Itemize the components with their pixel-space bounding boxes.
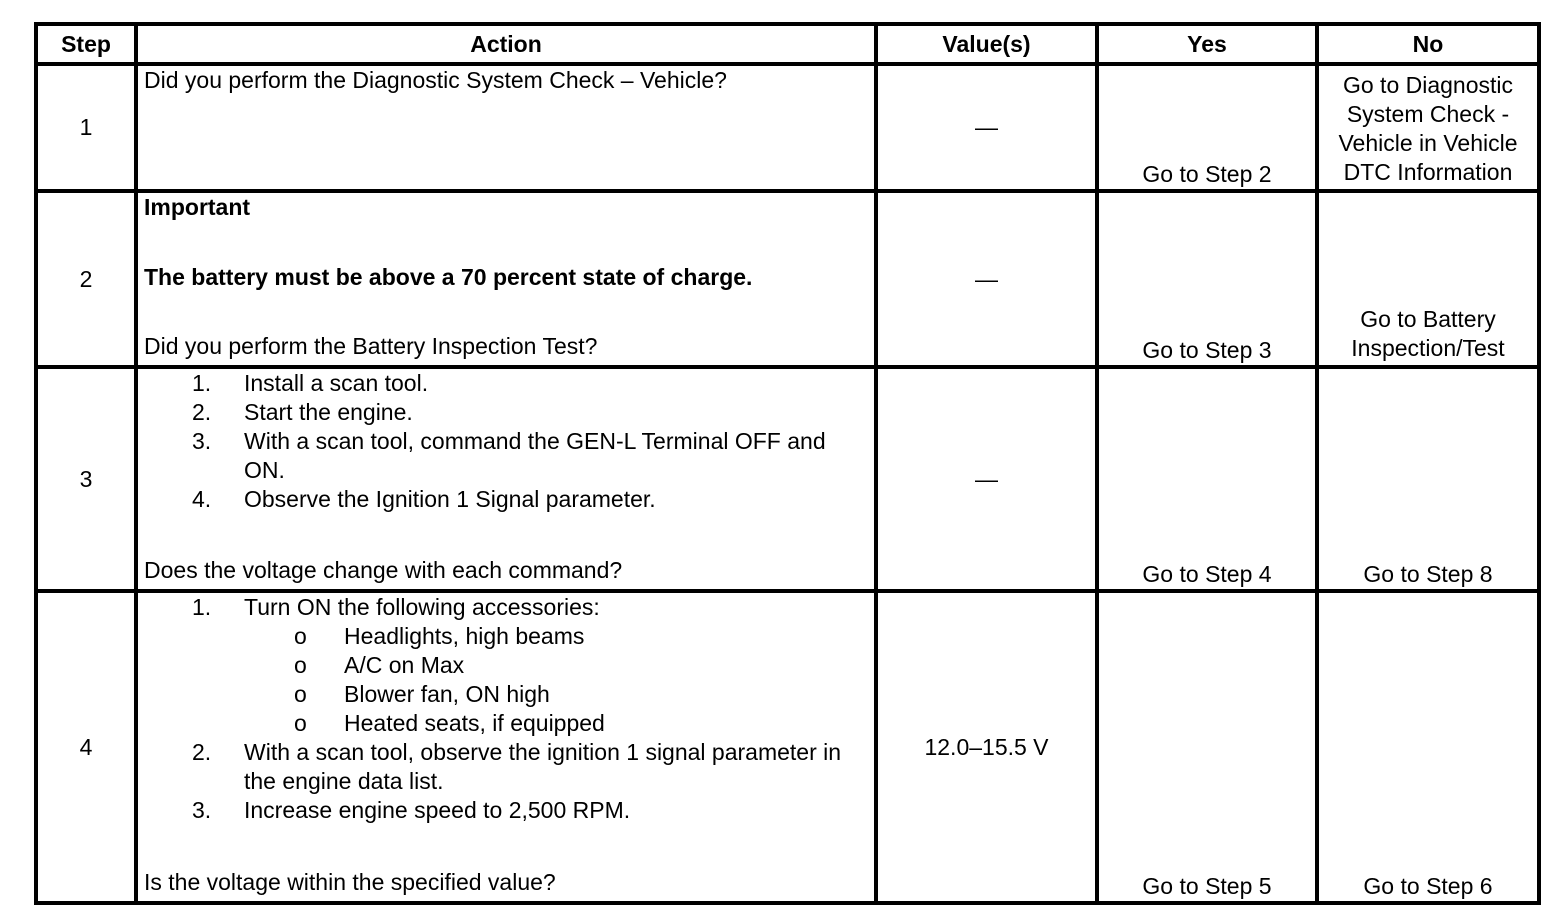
action-question: Does the voltage change with each command? xyxy=(144,557,623,583)
step-text: Install a scan tool. xyxy=(244,370,429,396)
table-row-step-2 xyxy=(36,191,1539,367)
no-cell: Go to Battery Inspection/Test xyxy=(1317,191,1539,367)
action-step xyxy=(144,427,868,485)
diagnostic-table xyxy=(34,22,1541,905)
important-label: Important xyxy=(144,194,251,220)
step-num: 2. xyxy=(192,399,212,425)
action-cell xyxy=(136,191,876,367)
step-num: 4. xyxy=(192,486,212,512)
action-step xyxy=(144,738,868,796)
action-cell xyxy=(136,367,876,591)
step-num: 3. xyxy=(192,428,212,454)
accessory-text: Headlights, high beams xyxy=(344,623,585,649)
step-text: Increase engine speed to 2,500 RPM. xyxy=(244,797,631,823)
action-question: Did you perform the Battery Inspection Test? xyxy=(144,333,598,359)
accessories-list xyxy=(244,622,868,738)
header-values: Value(s) xyxy=(876,24,1097,64)
accessory-text: Blower fan, ON high xyxy=(344,681,550,707)
step-num: 1. xyxy=(192,594,212,620)
yes-cell: Go to Step 3 xyxy=(1097,191,1317,367)
action-step xyxy=(144,369,868,398)
action-question: Did you perform the Diagnostic System Check – Vehicle? xyxy=(144,67,727,93)
bullet-icon: o xyxy=(294,710,307,736)
action-cell xyxy=(136,64,876,191)
step-number: 2 xyxy=(36,191,136,367)
value-cell: — xyxy=(876,64,1097,191)
header-yes: Yes xyxy=(1097,24,1317,64)
step-text: With a scan tool, observe the ignition 1 signal parameter in the engine data list. xyxy=(244,739,842,794)
accessory-text: A/C on Max xyxy=(344,652,465,678)
header-no: No xyxy=(1317,24,1539,64)
bullet-icon: o xyxy=(294,623,307,649)
step-text: With a scan tool, command the GEN-L Terminal OFF and ON. xyxy=(244,428,826,483)
step-number: 1 xyxy=(36,64,136,191)
value-cell: — xyxy=(876,367,1097,591)
no-cell: Go to Step 6 xyxy=(1317,591,1539,903)
list-item xyxy=(244,680,868,709)
list-item xyxy=(244,709,868,738)
header-step: Step xyxy=(36,24,136,64)
accessory-text: Heated seats, if equipped xyxy=(344,710,605,736)
yes-cell: Go to Step 2 xyxy=(1097,64,1317,191)
list-item xyxy=(244,622,868,651)
step-num: 2. xyxy=(192,739,212,765)
action-question: Is the voltage within the specified value? xyxy=(144,869,556,895)
step-num: 3. xyxy=(192,797,212,823)
step-number: 3 xyxy=(36,367,136,591)
value-cell: — xyxy=(876,191,1097,367)
list-item xyxy=(244,651,868,680)
step-number: 4 xyxy=(36,591,136,903)
step-text: Observe the Ignition 1 Signal parameter. xyxy=(244,486,656,512)
yes-cell: Go to Step 4 xyxy=(1097,367,1317,591)
table-row-step-1 xyxy=(36,64,1539,191)
important-note: The battery must be above a 70 percent state of charge. xyxy=(144,263,753,290)
action-steps-list xyxy=(144,593,868,825)
table-row-step-4 xyxy=(36,591,1539,903)
no-cell: Go to Step 8 xyxy=(1317,367,1539,591)
value-cell: 12.0–15.5 V xyxy=(876,591,1097,903)
no-cell: Go to Diagnostic System Check - Vehicle in Vehicle DTC Information xyxy=(1317,64,1539,191)
step-text: Start the engine. xyxy=(244,399,413,425)
header-row xyxy=(36,24,1539,64)
step-num: 1. xyxy=(192,370,212,396)
action-step xyxy=(144,398,868,427)
action-steps-list xyxy=(144,369,868,514)
step-text: Turn ON the following accessories: xyxy=(244,594,600,620)
table-row-step-3 xyxy=(36,367,1539,591)
yes-cell: Go to Step 5 xyxy=(1097,591,1317,903)
bullet-icon: o xyxy=(294,681,307,707)
bullet-icon: o xyxy=(294,652,307,678)
action-step xyxy=(144,593,868,738)
header-action: Action xyxy=(136,24,876,64)
action-step xyxy=(144,485,868,514)
action-cell xyxy=(136,591,876,903)
action-step xyxy=(144,796,868,825)
